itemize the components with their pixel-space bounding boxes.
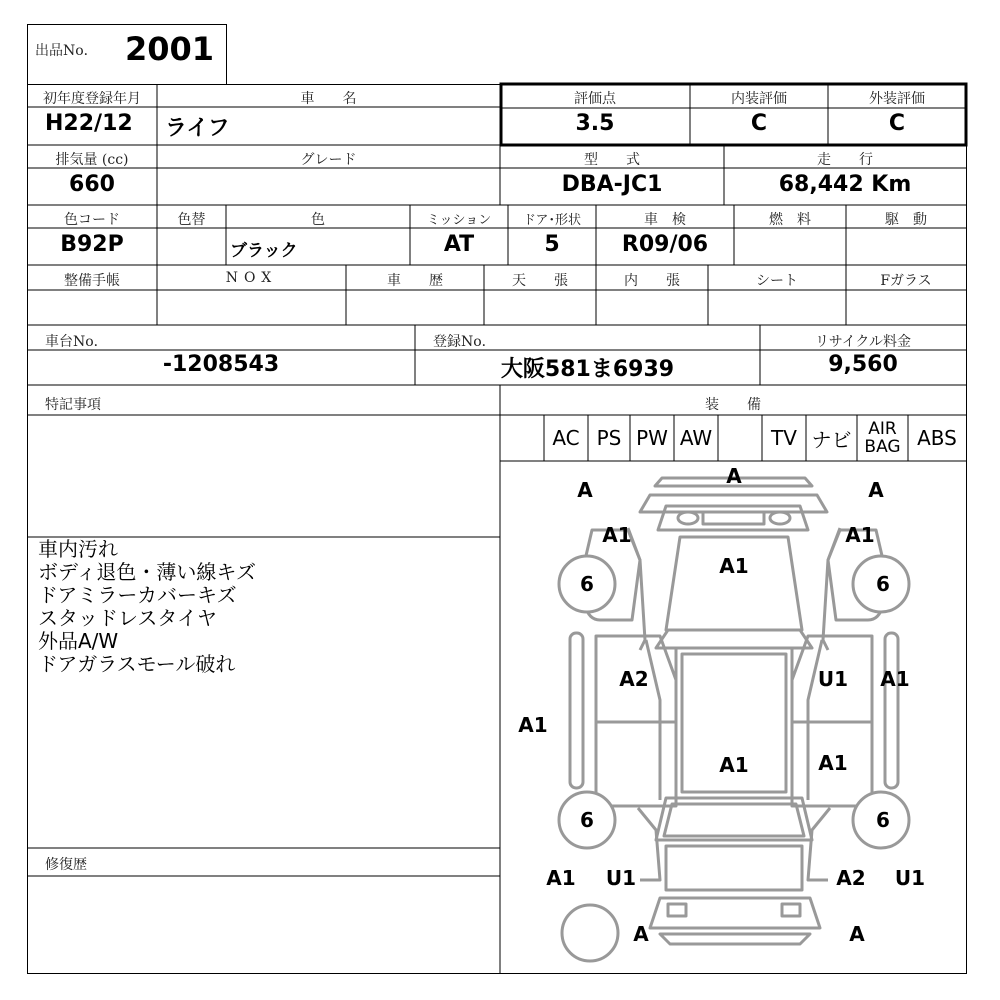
mark-a1-left-fender: A1 (602, 523, 632, 547)
equip-pw: PW (636, 426, 668, 450)
mark-tire-fr: 6 (876, 572, 890, 596)
mark-tire-rl: 6 (580, 808, 594, 832)
mark-a2-left-door: A2 (619, 667, 649, 691)
color-code-value: B92P (60, 232, 124, 257)
history-label: 車 歴 (387, 273, 443, 289)
seat-label: シート (756, 273, 798, 289)
first-reg-label: 初年度登録年月 (43, 91, 141, 107)
note-line: スタッドレスタイヤ (38, 606, 217, 630)
equip-ps: PS (596, 426, 622, 450)
displacement-value: 660 (69, 172, 115, 197)
spare-tire (562, 905, 618, 961)
note-line: 外品A/W (38, 629, 119, 653)
fglass-label: Fガラス (880, 273, 932, 289)
note-line: ボディ退色・薄い線キズ (38, 560, 256, 584)
mark-a1-rear-left: A1 (546, 866, 576, 890)
mileage-value: 68,442 Km (778, 172, 912, 197)
mark-u1-rear-left: U1 (605, 866, 637, 890)
equip-item (500, 415, 544, 461)
reg-no-value: 大阪581ま6939 (500, 357, 675, 382)
grade-label: グレード (300, 152, 357, 168)
equip-item (718, 415, 762, 461)
mark-top-a-right: A (868, 478, 884, 502)
notes-list (38, 538, 256, 676)
note-line: ドアミラーカバーキズ (38, 583, 237, 607)
nox-label: NOX (225, 270, 278, 286)
mark-top-a-left: A (577, 478, 593, 502)
ceiling-label: 天 張 (512, 273, 568, 289)
exterior-value: C (888, 111, 906, 136)
mark-a1-roof: A1 (719, 753, 749, 777)
color-change-label: 色替 (177, 212, 206, 228)
mark-u1-rear-right: U1 (894, 866, 926, 890)
displacement-label: 排気量 (cc) (55, 152, 129, 168)
color-value: ブラック (230, 241, 298, 261)
equip-aw: AW (679, 426, 713, 450)
mission-value: AT (443, 232, 475, 257)
model-label: 型 式 (584, 152, 640, 168)
car-name-value: ライフ (165, 116, 230, 141)
inspection-label: 車 検 (644, 212, 686, 228)
equip-ac: AC (552, 426, 580, 450)
mark-tire-fl: 6 (580, 572, 594, 596)
car-damage-diagram (500, 462, 966, 974)
note-line: ドアガラスモール破れ (38, 652, 236, 676)
mark-a-bottom-right: A (849, 922, 865, 946)
inspection-value: R09/06 (621, 232, 709, 257)
mission-label: ミッション (426, 213, 492, 228)
reg-no-label: 登録No． (433, 334, 496, 350)
mark-u1-right-door: U1 (817, 667, 849, 691)
recycle-value: 9,560 (828, 352, 898, 377)
color-code-label: 色コード (64, 212, 120, 228)
fuel-label: 燃 料 (769, 212, 811, 228)
car-name-label: 車 名 (300, 91, 357, 107)
score-value: 3.5 (575, 111, 615, 136)
mileage-label: 走 行 (817, 152, 873, 168)
mark-a1-hood: A1 (719, 554, 749, 578)
door-value: 5 (544, 232, 560, 257)
lot-label: 出品No． (35, 43, 98, 59)
equip-airbag: AIR BAG (864, 419, 901, 457)
mark-a1-left-side: A1 (518, 713, 548, 737)
equip-navi: ナビ (811, 427, 852, 452)
chassis-label: 車台No． (45, 334, 108, 350)
model-value: DBA-JC1 (561, 172, 663, 197)
equipment-label: 装 備 (705, 397, 761, 413)
mark-a1-right-fender: A1 (845, 523, 875, 547)
first-reg-value: H22/12 (45, 111, 133, 136)
equip-abs: ABS (917, 426, 957, 450)
notes-label: 特記事項 (45, 397, 101, 413)
note-line: 車内汚れ (38, 537, 118, 561)
interior-trim-label: 内 張 (624, 273, 680, 289)
interior-value: C (750, 111, 768, 136)
chassis-value: -1208543 (162, 352, 280, 377)
color-label: 色 (311, 212, 325, 228)
door-label: ドア･形状 (522, 213, 582, 228)
mark-top-a-center: A (726, 464, 742, 488)
drive-label: 駆 動 (885, 212, 927, 228)
repair-label: 修復歴 (45, 857, 87, 873)
interior-label: 内装評価 (731, 91, 787, 107)
mark-a1-right-door-lower: A1 (818, 751, 848, 775)
lot-number: 2001 (125, 30, 215, 68)
mark-tire-rr: 6 (876, 808, 890, 832)
mark-a2-rear-right: A2 (836, 866, 866, 890)
score-label: 評価点 (574, 91, 616, 107)
mark-a1-right-side: A1 (880, 667, 910, 691)
record-label: 整備手帳 (64, 273, 120, 289)
recycle-label: リサイクル料金 (814, 334, 912, 350)
exterior-label: 外装評価 (869, 91, 925, 107)
equip-tv: TV (771, 426, 797, 450)
mark-a-bottom-left: A (633, 922, 649, 946)
